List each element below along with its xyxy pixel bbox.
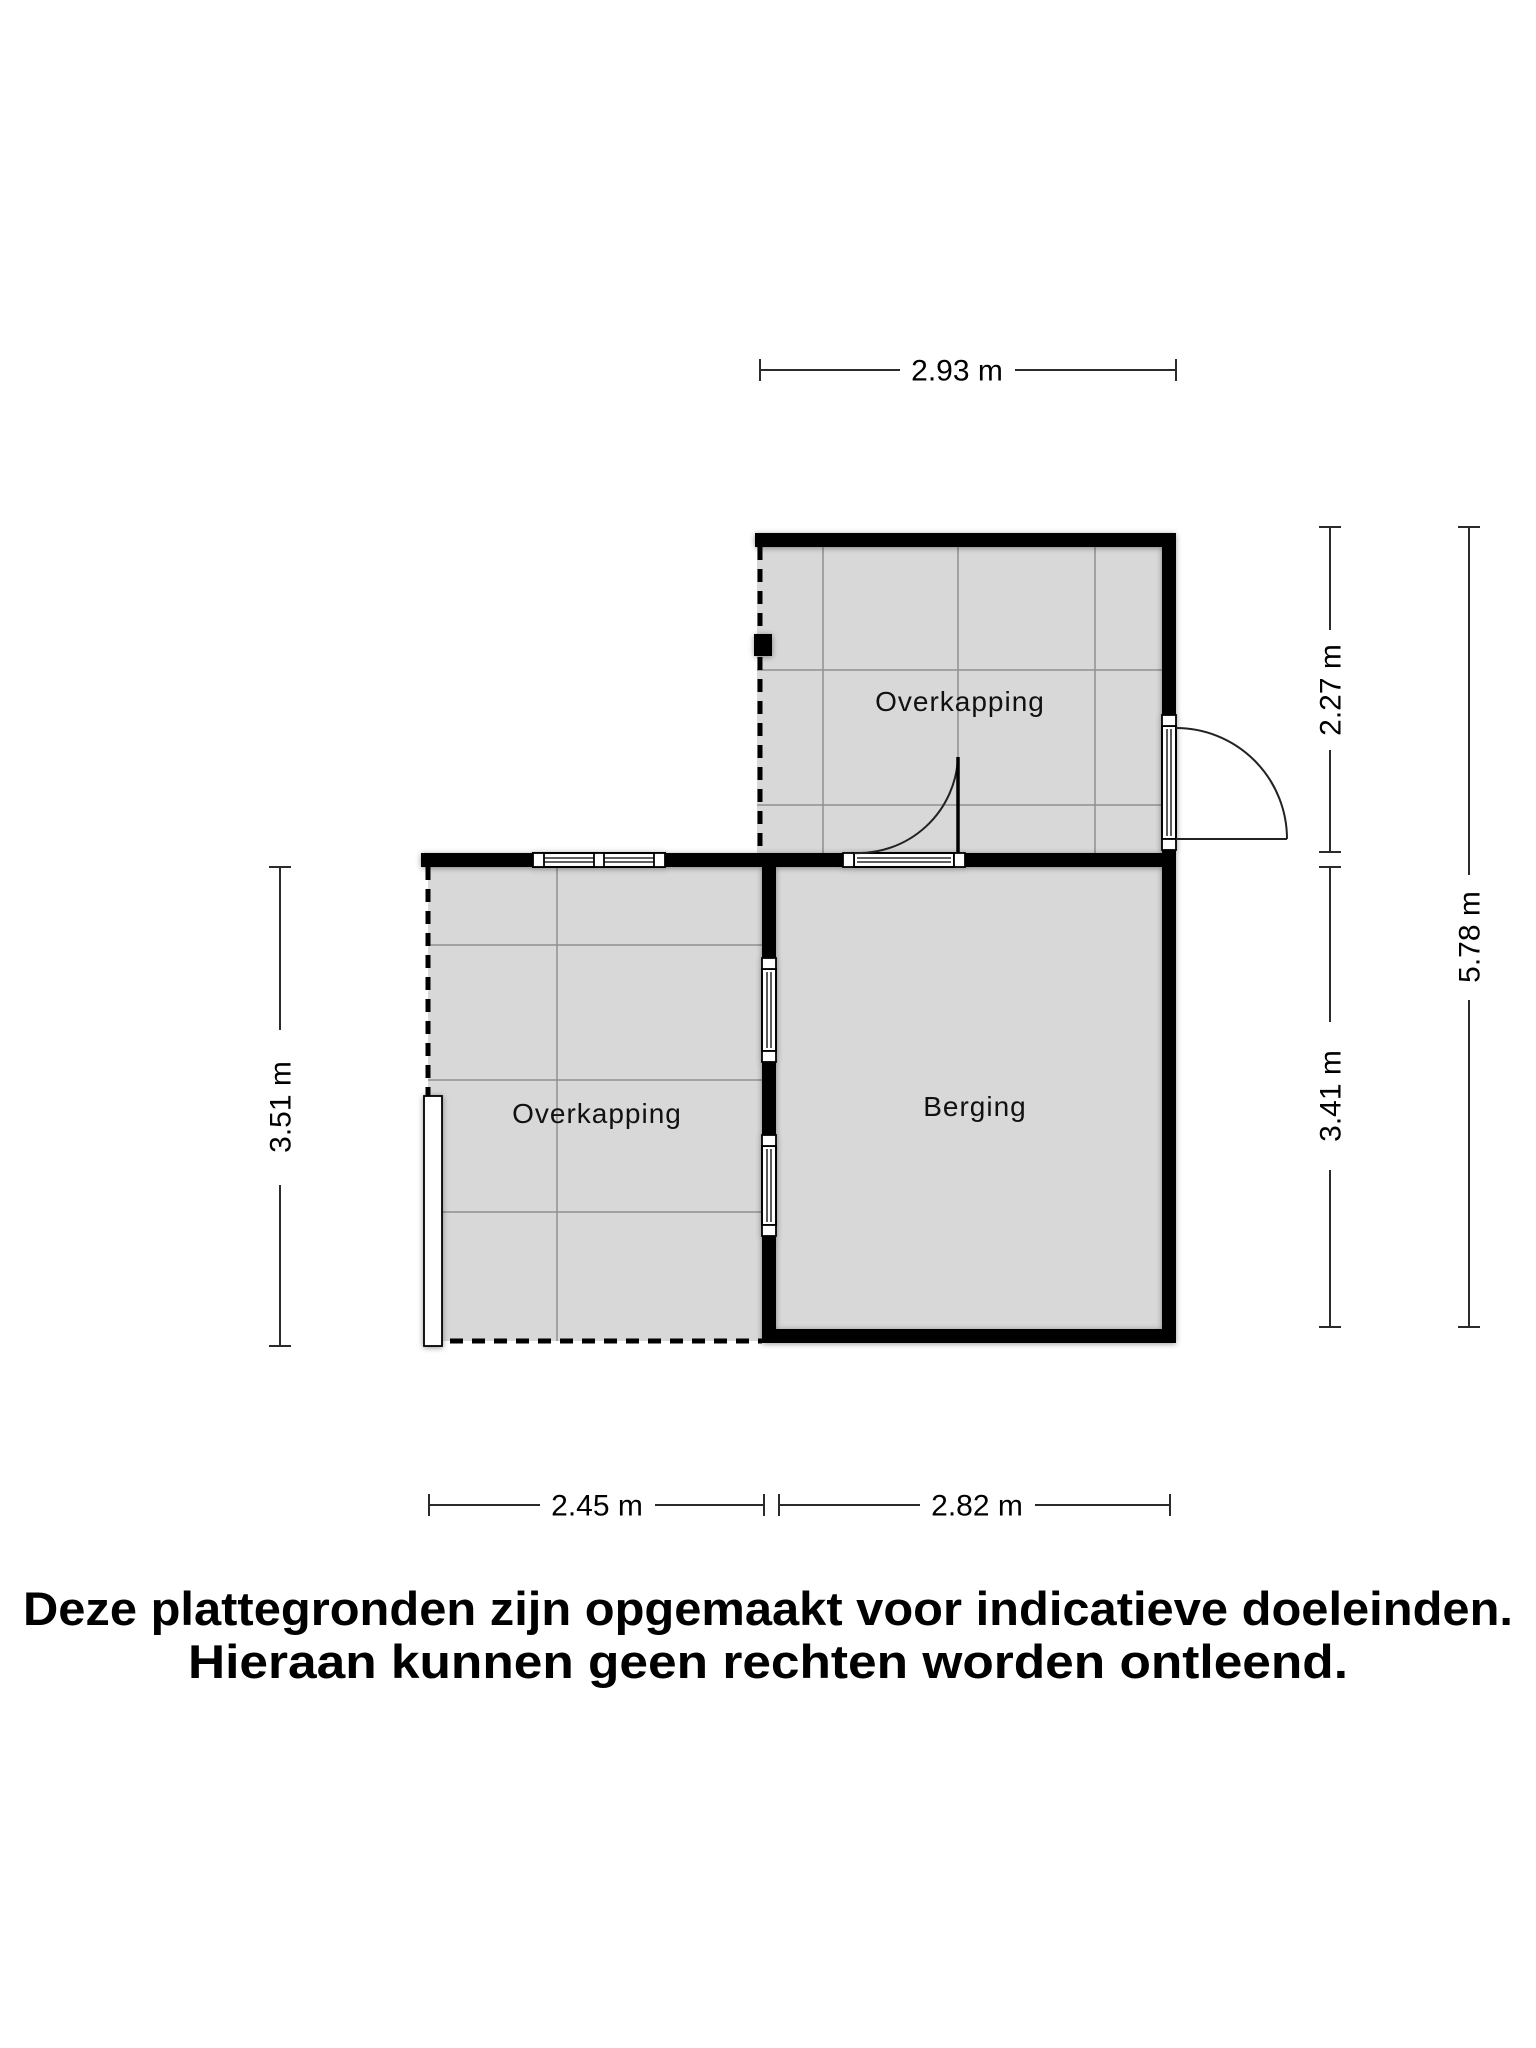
wall-segment xyxy=(755,533,1176,547)
dimension-label: 2.45 m xyxy=(551,1489,643,1523)
window-icon xyxy=(762,1135,776,1236)
dimension-bottom-right-width xyxy=(779,1490,1170,1523)
wall-segment xyxy=(762,1236,776,1343)
disclaimer-line-1: Deze plattegronden zijn opgemaakt voor indicatieve doeleinden. xyxy=(23,1582,1513,1635)
wall-segment xyxy=(762,1329,1176,1343)
floor-areas xyxy=(428,546,1162,1341)
window-icon xyxy=(762,958,776,1062)
door-icon xyxy=(843,853,965,867)
dimension-label: 3.51 m xyxy=(264,1061,298,1153)
dimension-right-upper-height xyxy=(1315,527,1348,852)
dimension-top-width xyxy=(760,355,1176,388)
dimension-label: 2.93 m xyxy=(911,354,1003,388)
wall-segment xyxy=(665,853,843,867)
wall-segment xyxy=(1162,533,1176,715)
door-swing-arc xyxy=(1176,728,1287,839)
room-label-overkapping-top: Overkapping xyxy=(875,685,1045,717)
dimension-label: 5.78 m xyxy=(1453,891,1487,983)
wall-segment xyxy=(965,853,1176,867)
wall-segment xyxy=(1162,867,1176,1343)
room-label-berging: Berging xyxy=(923,1090,1027,1122)
dimension-right-lower-height xyxy=(1315,867,1348,1327)
door-icon xyxy=(1162,715,1176,850)
dimension-label: 2.27 m xyxy=(1314,644,1348,736)
disclaimer-line-2: Hieraan kunnen geen rechten worden ontleend. xyxy=(188,1635,1348,1688)
dimension-label: 2.82 m xyxy=(931,1489,1023,1523)
dimension-label: 3.41 m xyxy=(1314,1050,1348,1142)
dimension-left-height xyxy=(265,867,298,1346)
disclaimer xyxy=(23,1582,1513,1688)
post-icon xyxy=(754,634,772,656)
wall-segment xyxy=(762,867,776,958)
dimension-bottom-left-width xyxy=(429,1490,764,1523)
dimension-right-total-height xyxy=(1454,527,1487,1327)
window-icon xyxy=(533,853,665,867)
wall-segment xyxy=(421,853,533,867)
wall-segment xyxy=(762,1062,776,1135)
gate-icon xyxy=(424,1096,442,1346)
room-label-overkapping-left: Overkapping xyxy=(512,1097,682,1129)
